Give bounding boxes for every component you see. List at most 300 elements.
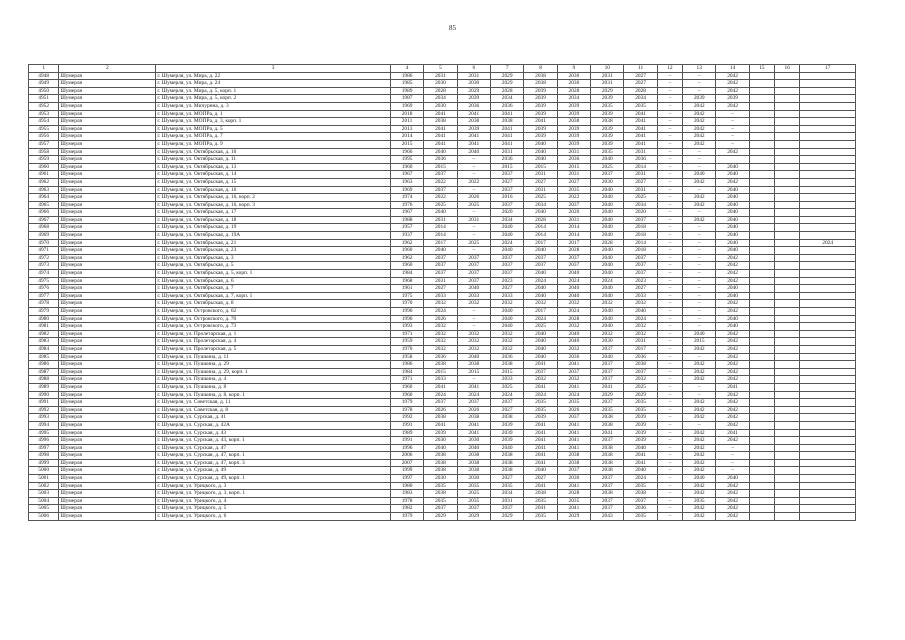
table-cell	[749, 437, 774, 445]
table-cell: 2039	[457, 125, 490, 133]
table-cell: 2040	[591, 315, 624, 323]
table-cell: –	[683, 239, 716, 247]
table-cell: 2040	[524, 330, 557, 338]
table-cell: 2040	[591, 186, 624, 194]
table-cell: 2028	[591, 239, 624, 247]
table-cell	[749, 353, 774, 361]
table-cell: 2037	[557, 414, 590, 422]
table-cell: 4984	[29, 345, 59, 353]
table-cell: 2016	[491, 194, 524, 202]
table-cell: 2032	[557, 323, 590, 331]
table-cell: 2038	[591, 459, 624, 467]
table-cell	[775, 277, 800, 285]
table-cell: 1986	[390, 361, 423, 369]
table-cell: 2026	[457, 194, 490, 202]
column-number-10: 10	[591, 65, 624, 73]
table-cell: 2031	[457, 216, 490, 224]
table-cell: Шумерля	[59, 110, 156, 118]
table-row	[29, 399, 856, 407]
table-cell	[749, 72, 774, 80]
table-cell	[775, 345, 800, 353]
table-cell: 2039	[683, 95, 716, 103]
table-cell: 2041	[716, 429, 749, 437]
table-cell: –	[683, 277, 716, 285]
table-cell: 2032	[624, 300, 657, 308]
table-row	[29, 490, 856, 498]
table-cell	[775, 452, 800, 460]
table-cell: 2032	[624, 376, 657, 384]
table-cell: 1960	[390, 383, 423, 391]
table-cell: –	[657, 72, 682, 80]
table-cell: 2029	[457, 87, 490, 95]
table-cell	[775, 80, 800, 88]
table-cell: 2039	[524, 110, 557, 118]
table-cell: 2035	[591, 406, 624, 414]
table-cell: 2035	[591, 148, 624, 156]
table-cell: 2037	[491, 171, 524, 179]
table-cell: 2036	[491, 156, 524, 164]
table-cell: 2022	[457, 178, 490, 186]
table-cell: –	[657, 376, 682, 384]
table-row	[29, 361, 856, 369]
table-cell: 4974	[29, 270, 59, 278]
table-cell	[749, 505, 774, 513]
table-cell: 2040	[524, 148, 557, 156]
table-cell: 2041	[524, 505, 557, 513]
column-number-17: 17	[800, 65, 856, 73]
table-cell: –	[683, 353, 716, 361]
table-cell: Шумерля	[59, 345, 156, 353]
table-cell: 2037	[557, 262, 590, 270]
table-cell: Шумерля	[59, 414, 156, 422]
table-cell: 2027	[491, 475, 524, 483]
table-cell: 2027	[624, 80, 657, 88]
table-cell	[800, 209, 856, 217]
column-number-11: 11	[624, 65, 657, 73]
table-cell: –	[657, 444, 682, 452]
table-cell: 2038	[557, 452, 590, 460]
table-cell: 2029	[457, 513, 490, 521]
table-cell: 2042	[683, 102, 716, 110]
table-cell: 2041	[624, 110, 657, 118]
table-cell: 2040	[524, 140, 557, 148]
table-cell	[800, 171, 856, 179]
table-cell: 4969	[29, 232, 59, 240]
table-cell: г. Шумерля, ул. МОПРа, д. 9	[156, 140, 391, 148]
table-cell: 5006	[29, 513, 59, 521]
table-cell	[775, 368, 800, 376]
table-cell	[749, 421, 774, 429]
table-row	[29, 437, 856, 445]
table-cell	[775, 383, 800, 391]
table-row	[29, 178, 856, 186]
table-cell: –	[683, 323, 716, 331]
table-cell: 2035	[457, 497, 490, 505]
table-cell: 2038	[457, 118, 490, 126]
table-cell: 2040	[716, 171, 749, 179]
table-cell: г. Шумерля, ул. Мичурина, д. 3	[156, 102, 391, 110]
table-cell: г. Шумерля, ул. Октябрьская, д. 6	[156, 277, 391, 285]
table-cell	[749, 414, 774, 422]
table-cell: 2036	[457, 102, 490, 110]
table-cell: 2031	[491, 148, 524, 156]
table-cell	[749, 186, 774, 194]
table-row	[29, 102, 856, 110]
table-cell: 2017	[524, 308, 557, 316]
table-row	[29, 444, 856, 452]
table-cell: Шумерля	[59, 444, 156, 452]
table-cell: 4988	[29, 376, 59, 384]
table-cell: 2037	[491, 270, 524, 278]
table-cell: –	[683, 308, 716, 316]
table-cell: 2040	[716, 247, 749, 255]
table-cell: 2041	[591, 383, 624, 391]
table-cell: 2041	[457, 110, 490, 118]
table-cell: 2027	[491, 285, 524, 293]
table-cell: 2037	[491, 505, 524, 513]
table-cell: –	[683, 224, 716, 232]
table-cell: г. Шумерля, ул. Октябрьская, д. 5, корп. 1	[156, 270, 391, 278]
table-cell: 1978	[390, 497, 423, 505]
table-cell: –	[683, 87, 716, 95]
table-cell	[775, 285, 800, 293]
table-cell	[775, 262, 800, 270]
table-cell: 2035	[457, 482, 490, 490]
table-cell: 2040	[491, 315, 524, 323]
table-cell: 2024	[424, 308, 457, 316]
table-cell: 2033	[491, 292, 524, 300]
table-cell: 2033	[424, 292, 457, 300]
table-cell	[800, 285, 856, 293]
table-cell: Шумерля	[59, 475, 156, 483]
table-cell: 2032	[591, 330, 624, 338]
table-cell: 2032	[524, 300, 557, 308]
table-cell: 2014	[624, 163, 657, 171]
table-cell: 4983	[29, 338, 59, 346]
table-cell: 5001	[29, 475, 59, 483]
table-cell: г. Шумерля, ул. Октябрьская, д. 13	[156, 163, 391, 171]
table-cell: –	[683, 247, 716, 255]
table-cell: Шумерля	[59, 72, 156, 80]
table-cell	[775, 399, 800, 407]
table-cell	[749, 459, 774, 467]
table-cell: 2026	[457, 406, 490, 414]
table-cell	[800, 421, 856, 429]
table-cell: 2042	[683, 513, 716, 521]
table-row	[29, 475, 856, 483]
table-cell: –	[657, 300, 682, 308]
table-cell: 2042	[683, 467, 716, 475]
table-cell: г. Шумерля, ул. Октябрьская, д. 23	[156, 247, 391, 255]
column-number-1: 1	[29, 65, 59, 73]
table-cell: 1979	[390, 399, 423, 407]
table-cell: 2037	[491, 399, 524, 407]
table-cell	[749, 216, 774, 224]
table-cell	[749, 482, 774, 490]
table-cell: 2026	[424, 406, 457, 414]
table-cell	[800, 323, 856, 331]
table-cell: 2034	[424, 95, 457, 103]
table-cell: 2042	[716, 391, 749, 399]
table-cell	[775, 239, 800, 247]
table-cell	[749, 467, 774, 475]
table-cell: 2018	[624, 247, 657, 255]
table-row	[29, 497, 856, 505]
table-cell: 4977	[29, 292, 59, 300]
table-cell: г. Шумерля, ул. Октябрьская, д. 3	[156, 254, 391, 262]
table-cell: 2029	[591, 391, 624, 399]
table-cell: 2039	[624, 429, 657, 437]
table-cell: 2039	[624, 421, 657, 429]
table-cell: 4967	[29, 216, 59, 224]
table-cell: 2039	[557, 140, 590, 148]
table-cell: 2040	[624, 467, 657, 475]
table-cell: 2038	[591, 452, 624, 460]
table-cell	[749, 201, 774, 209]
table-cell	[775, 209, 800, 217]
table-cell: 2027	[624, 72, 657, 80]
table-cell: 4994	[29, 421, 59, 429]
table-cell: –	[657, 156, 682, 164]
table-cell: 2040	[524, 338, 557, 346]
table-cell: –	[657, 201, 682, 209]
table-cell: 2033	[491, 376, 524, 384]
table-cell	[800, 102, 856, 110]
table-cell: 2035	[591, 102, 624, 110]
table-cell: г. Шумерля, ул. Сурская, д. 47, корп. 1	[156, 452, 391, 460]
table-cell: 2032	[491, 330, 524, 338]
table-cell: 2037	[591, 345, 624, 353]
table-cell: 2034	[557, 95, 590, 103]
table-cell	[749, 178, 774, 186]
table-cell: 4948	[29, 72, 59, 80]
table-cell: 2039	[591, 125, 624, 133]
table-cell: 2040	[591, 308, 624, 316]
table-cell: –	[657, 391, 682, 399]
table-cell: 4962	[29, 178, 59, 186]
table-cell: 2036	[624, 505, 657, 513]
table-cell	[749, 156, 774, 164]
table-cell: 2031	[424, 277, 457, 285]
table-cell: 2041	[591, 429, 624, 437]
table-cell	[800, 270, 856, 278]
table-cell: 4992	[29, 406, 59, 414]
table-cell	[800, 490, 856, 498]
table-cell: 2041	[624, 125, 657, 133]
table-cell: 2039	[557, 110, 590, 118]
table-row	[29, 216, 856, 224]
table-cell	[775, 376, 800, 384]
table-cell: г. Шумерля, ул. Пролетарская, д. 4	[156, 338, 391, 346]
table-cell	[749, 118, 774, 126]
table-cell	[749, 406, 774, 414]
table-cell: –	[657, 437, 682, 445]
table-cell: 2040	[491, 224, 524, 232]
table-cell: 2022	[424, 194, 457, 202]
table-cell: г. Шумерля, ул. Октябрьская, д. 21	[156, 239, 391, 247]
table-cell: 2031	[557, 216, 590, 224]
table-cell: 2039	[624, 437, 657, 445]
table-cell: 2038	[424, 361, 457, 369]
table-cell: Шумерля	[59, 140, 156, 148]
table-cell: –	[657, 262, 682, 270]
table-cell: –	[683, 391, 716, 399]
table-cell: 2038	[557, 459, 590, 467]
table-row	[29, 300, 856, 308]
table-cell: 2038	[457, 414, 490, 422]
table-cell: –	[683, 209, 716, 217]
table-cell: 2011	[390, 118, 423, 126]
table-row	[29, 376, 856, 384]
table-cell	[800, 315, 856, 323]
table-cell: 4966	[29, 209, 59, 217]
table-cell: –	[657, 209, 682, 217]
table-cell	[775, 171, 800, 179]
table-row	[29, 406, 856, 414]
table-cell: 4976	[29, 285, 59, 293]
table-row	[29, 262, 856, 270]
table-cell: 2035	[424, 497, 457, 505]
table-cell: 2027	[424, 285, 457, 293]
table-cell	[800, 148, 856, 156]
table-cell: 2042	[716, 368, 749, 376]
table-cell: 2031	[624, 171, 657, 179]
table-cell: 2039	[491, 421, 524, 429]
table-cell	[749, 315, 774, 323]
table-cell: г. Шумерля, ул. Островского, д. 70	[156, 315, 391, 323]
table-cell	[775, 125, 800, 133]
table-cell	[775, 513, 800, 521]
column-number-4: 4	[390, 65, 423, 73]
table-cell: 2042	[683, 110, 716, 118]
table-cell: г. Шумерля, ул. Урицкого, д. 3	[156, 482, 391, 490]
table-cell: 2031	[591, 80, 624, 88]
table-cell: Шумерля	[59, 232, 156, 240]
table-cell: 4958	[29, 148, 59, 156]
table-cell	[749, 140, 774, 148]
column-number-13: 13	[683, 65, 716, 73]
table-cell: –	[457, 163, 490, 171]
table-cell: 2040	[716, 186, 749, 194]
table-cell: 1982	[390, 505, 423, 513]
table-cell: 2037	[557, 254, 590, 262]
table-cell: Шумерля	[59, 118, 156, 126]
table-row	[29, 292, 856, 300]
table-cell: 2041	[424, 110, 457, 118]
table-cell	[800, 330, 856, 338]
column-number-3: 3	[156, 65, 391, 73]
table-cell	[800, 383, 856, 391]
table-cell: 2038	[424, 490, 457, 498]
table-cell: 2041	[557, 361, 590, 369]
table-cell: г. Шумерля, ул. Октябрьская, д. 16, корп. 2	[156, 194, 391, 202]
table-cell: 2037	[557, 201, 590, 209]
column-number-14: 14	[716, 65, 749, 73]
table-cell: Шумерля	[59, 133, 156, 141]
table-cell: –	[657, 247, 682, 255]
table-cell: Шумерля	[59, 429, 156, 437]
table-cell: 2040	[491, 308, 524, 316]
table-cell: 2032	[557, 345, 590, 353]
table-cell: 2040	[491, 444, 524, 452]
table-cell: 2038	[524, 80, 557, 88]
table-cell: 2030	[591, 178, 624, 186]
table-cell: 4973	[29, 262, 59, 270]
table-row	[29, 391, 856, 399]
table-cell: 2037	[591, 505, 624, 513]
table-cell: 2042	[683, 406, 716, 414]
table-cell: 2029	[591, 87, 624, 95]
table-cell	[749, 376, 774, 384]
table-row	[29, 194, 856, 202]
table-cell: 2039	[524, 87, 557, 95]
table-cell: 4981	[29, 323, 59, 331]
table-cell: 4957	[29, 140, 59, 148]
table-cell: 2042	[716, 330, 749, 338]
table-cell: Шумерля	[59, 452, 156, 460]
table-cell: Шумерля	[59, 308, 156, 316]
table-cell: 2040	[683, 171, 716, 179]
table-cell: –	[657, 95, 682, 103]
table-cell: Шумерля	[59, 513, 156, 521]
table-cell: Шумерля	[59, 178, 156, 186]
table-cell: –	[657, 224, 682, 232]
table-cell: –	[657, 254, 682, 262]
table-cell: Шумерля	[59, 467, 156, 475]
table-cell: 1937	[390, 232, 423, 240]
table-cell: 2024	[591, 277, 624, 285]
table-cell: 2041	[557, 437, 590, 445]
table-cell: –	[657, 194, 682, 202]
table-cell: 2040	[716, 201, 749, 209]
table-cell: 2035	[491, 482, 524, 490]
table-cell: 1985	[390, 80, 423, 88]
table-cell	[749, 110, 774, 118]
table-cell: Шумерля	[59, 490, 156, 498]
table-cell: г. Шумерля, ул. Пушкина, д. 11	[156, 353, 391, 361]
table-cell: 4968	[29, 224, 59, 232]
table-cell: 1990	[390, 315, 423, 323]
table-cell	[800, 505, 856, 513]
table-cell: 2041	[424, 421, 457, 429]
table-cell: 2040	[624, 444, 657, 452]
table-cell: –	[657, 323, 682, 331]
table-cell: 2013	[390, 125, 423, 133]
table-cell: 2035	[557, 399, 590, 407]
table-cell: 2038	[591, 444, 624, 452]
table-cell	[749, 262, 774, 270]
table-cell: 2024	[491, 391, 524, 399]
table-cell: –	[657, 171, 682, 179]
table-cell	[749, 247, 774, 255]
table-cell: 2037	[557, 368, 590, 376]
table-cell	[775, 148, 800, 156]
table-cell: 2040	[591, 292, 624, 300]
table-cell: 1991	[390, 437, 423, 445]
table-cell: 2042	[683, 216, 716, 224]
table-cell: 2038	[591, 414, 624, 422]
table-cell	[749, 285, 774, 293]
table-cell: 2030	[424, 475, 457, 483]
table-cell: –	[716, 125, 749, 133]
table-cell: г. Шумерля, ул. Октябрьская, д. 19	[156, 224, 391, 232]
table-cell	[749, 452, 774, 460]
table-cell: 1961	[390, 285, 423, 293]
table-cell	[749, 338, 774, 346]
table-cell: г. Шумерля, ул. Островского, д. 73	[156, 323, 391, 331]
table-cell: 2035	[557, 497, 590, 505]
table-cell: 2006	[390, 452, 423, 460]
